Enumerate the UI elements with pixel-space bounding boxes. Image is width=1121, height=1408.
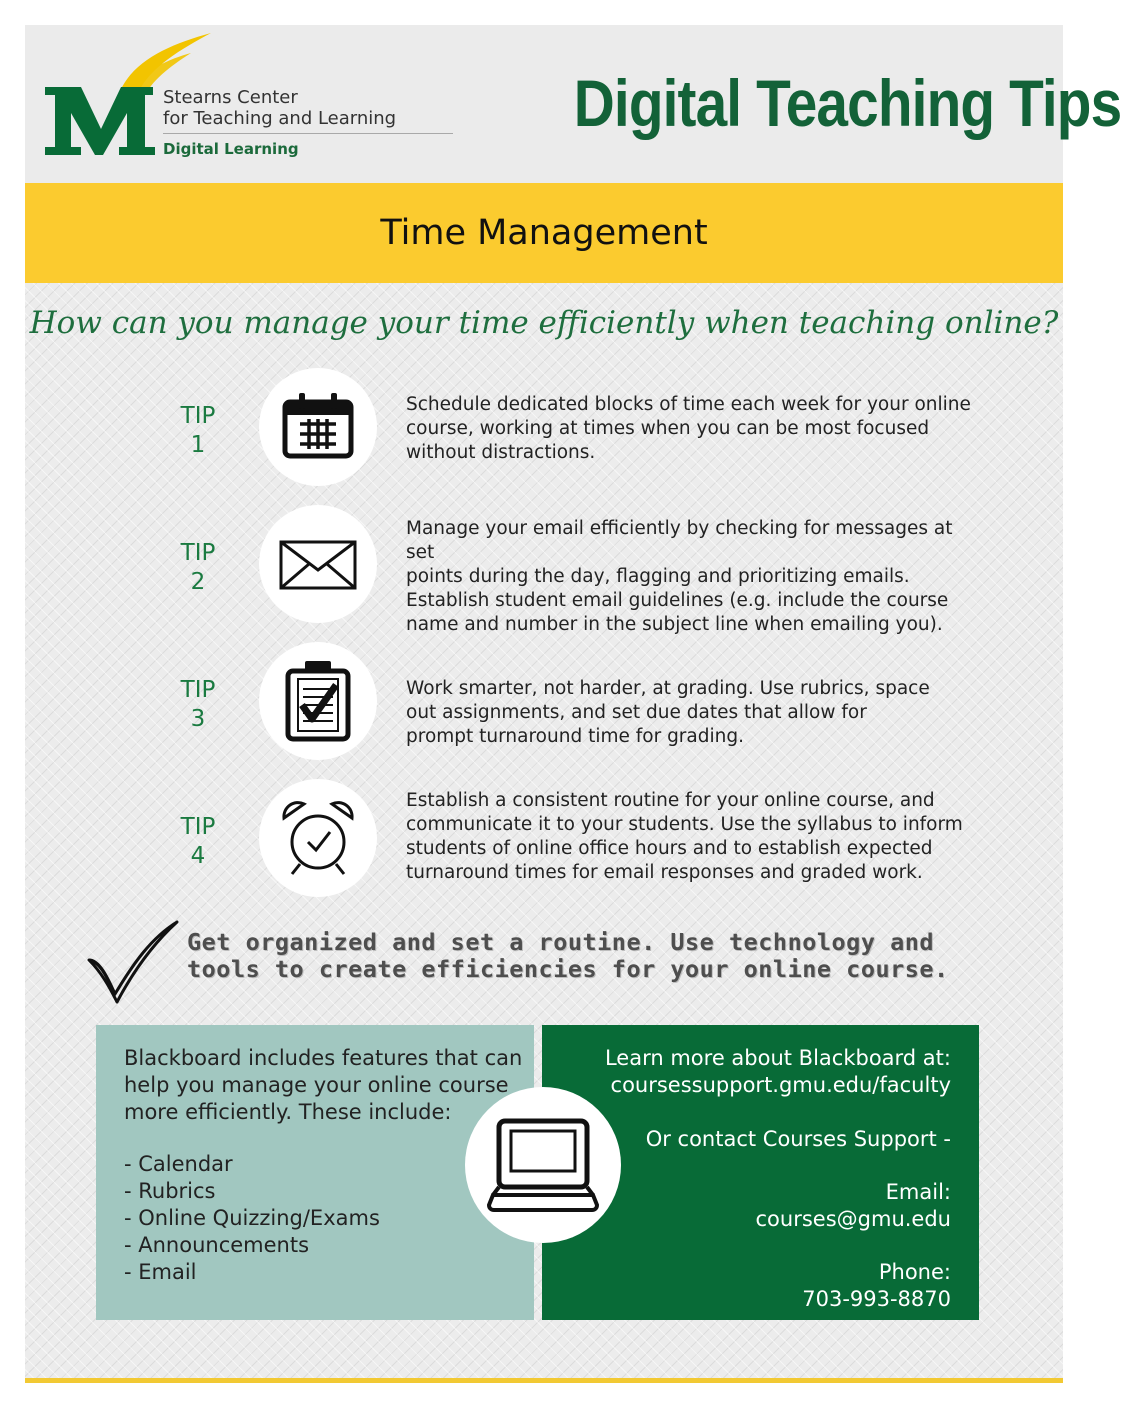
- checkmark-icon: [85, 920, 181, 1004]
- tip-line: out assignments, and set due dates that allow for: [406, 702, 867, 723]
- list-item: - Rubrics: [124, 1179, 216, 1203]
- learn-more-text: Learn more about Blackboard at:: [604, 1046, 951, 1070]
- bottom-divider: [25, 1378, 1063, 1383]
- intro-line: more efficiently. These include:: [124, 1100, 452, 1124]
- email-link[interactable]: courses@gmu.edu: [755, 1207, 951, 1231]
- tip-line: course, working at times when you can be most focused: [406, 418, 930, 439]
- tip-word: TIP: [180, 403, 216, 429]
- alarm-clock-icon: [278, 798, 358, 878]
- tip-line: points during the day, flagging and prioritizing emails.: [406, 566, 910, 587]
- gmu-m-logo-icon: [41, 29, 161, 179]
- tip-4: [25, 777, 1063, 897]
- tip-line: without distractions.: [406, 442, 596, 463]
- email-label: Email:: [885, 1180, 951, 1204]
- tip-text: [406, 789, 986, 885]
- page-title: Digital Teaching Tips: [573, 66, 1121, 140]
- tip-icon-circle: [259, 505, 377, 623]
- tip-text: [406, 677, 986, 749]
- tip-number: 1: [190, 432, 206, 458]
- contact-support-text: Or contact Courses Support -: [645, 1127, 951, 1151]
- tip-line: students of online office hours and to establish expected: [406, 838, 933, 859]
- tip-number: 4: [190, 843, 206, 869]
- question-heading: How can you manage your time efficiently when teaching online?: [29, 305, 1059, 341]
- tip-icon-circle: [259, 642, 377, 760]
- tip-word: TIP: [180, 814, 216, 840]
- list-item: - Calendar: [124, 1152, 233, 1176]
- logo-subtitle: Digital Learning: [163, 140, 299, 158]
- tip-icon-circle: [259, 368, 377, 486]
- summary-banner: [187, 929, 1027, 983]
- list-item: - Email: [124, 1260, 197, 1284]
- tip-1: [25, 366, 1063, 486]
- tip-line: name and number in the subject line when emailing you).: [406, 614, 943, 635]
- tip-label: [165, 676, 231, 734]
- tip-number: 2: [190, 569, 206, 595]
- features-intro: [124, 1045, 524, 1126]
- laptop-icon: [487, 1115, 599, 1215]
- tip-text: [406, 517, 986, 637]
- tip-word: TIP: [180, 677, 216, 703]
- header: [25, 25, 1121, 183]
- logo-divider: [163, 133, 453, 134]
- logo-line-1: Stearns Center: [163, 87, 298, 108]
- tip-line: prompt turnaround time for grading.: [406, 726, 744, 747]
- tip-label: [165, 402, 231, 460]
- flyer-page: [25, 25, 1121, 1383]
- calendar-icon: [278, 387, 358, 467]
- banner-line-2: tools to create efficiencies for your online course.: [187, 955, 949, 983]
- tip-2: [25, 503, 1063, 635]
- tip-word: TIP: [180, 540, 216, 566]
- list-item: - Announcements: [124, 1233, 310, 1257]
- intro-line: Blackboard includes features that can: [124, 1046, 523, 1070]
- tip-number: 3: [190, 706, 206, 732]
- tip-line: turnaround times for email responses and graded work.: [406, 862, 923, 883]
- tip-line: Schedule dedicated blocks of time each week for your online: [406, 394, 971, 415]
- phone-label: Phone:: [878, 1260, 951, 1284]
- tip-3: [25, 640, 1063, 760]
- tip-line: Establish student email guidelines (e.g. include the course: [406, 590, 949, 611]
- stearns-center-logo: [41, 29, 471, 179]
- tip-line: communicate it to your students. Use the syllabus to inform: [406, 814, 963, 835]
- intro-line: help you manage your online course: [124, 1073, 509, 1097]
- tip-line: Establish a consistent routine for your online course, and: [406, 790, 935, 811]
- tip-icon-circle: [259, 779, 377, 897]
- list-item: - Online Quizzing/Exams: [124, 1206, 380, 1230]
- logo-line-2: for Teaching and Learning: [163, 108, 397, 129]
- laptop-icon-circle: [465, 1087, 621, 1243]
- blackboard-url-link[interactable]: coursessupport.gmu.edu/faculty: [610, 1073, 951, 1097]
- phone-number: 703-993-8870: [802, 1287, 951, 1311]
- tip-line: Manage your email efficiently by checking for messages at set: [406, 518, 953, 563]
- clipboard-check-icon: [278, 661, 358, 741]
- tip-label: [165, 539, 231, 597]
- envelope-icon: [278, 524, 358, 604]
- topic-title: Time Management: [380, 213, 708, 253]
- tip-line: Work smarter, not harder, at grading. Use rubrics, space: [406, 678, 930, 699]
- topic-band: [25, 183, 1063, 283]
- features-list: [124, 1151, 380, 1286]
- tip-text: [406, 393, 986, 465]
- banner-line-1: Get organized and set a routine. Use technology and: [187, 928, 935, 956]
- tip-label: [165, 813, 231, 871]
